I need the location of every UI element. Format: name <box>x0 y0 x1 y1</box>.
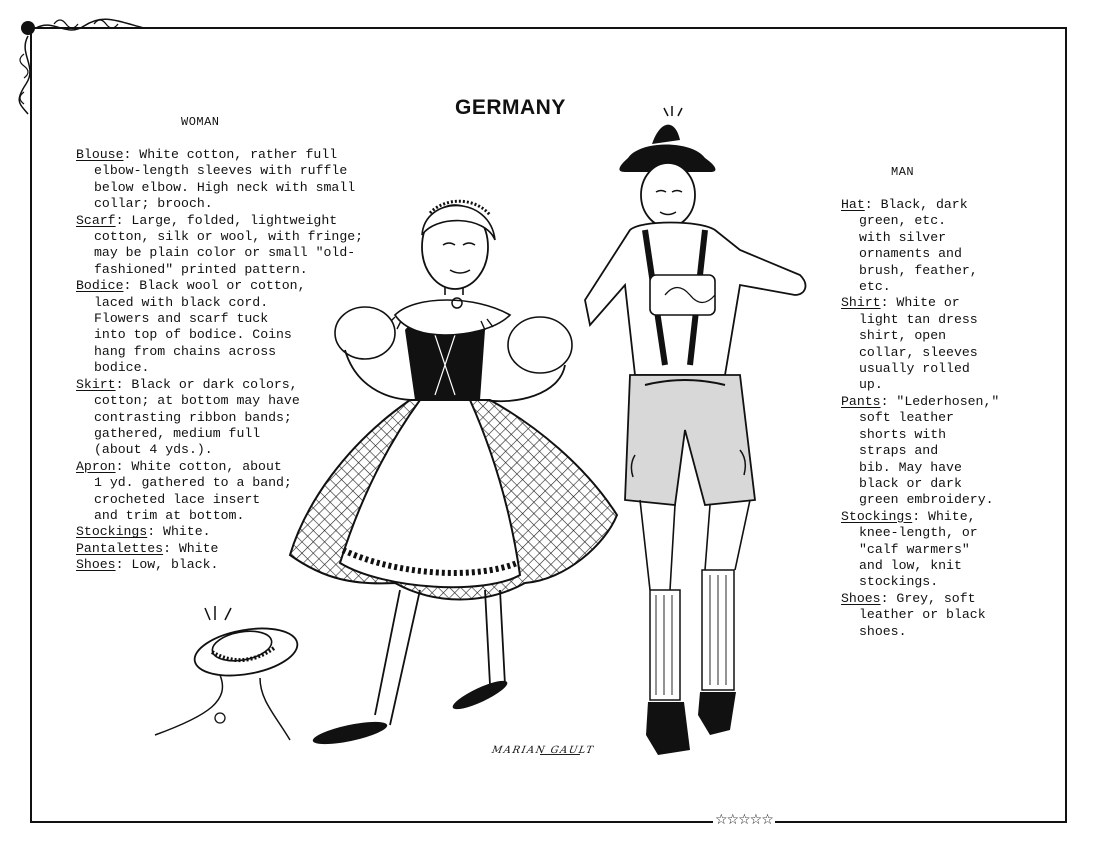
item-term: Scarf <box>76 212 116 228</box>
item-continuation-line: cotton; at bottom may have <box>94 393 300 409</box>
item-text: : Black wool or cotton, <box>123 278 306 294</box>
item-continuation-line: usually rolled <box>859 361 970 377</box>
item-continuation-line: soft leather <box>859 410 954 426</box>
item-continuation-line: gathered, medium full <box>94 425 261 441</box>
item-text: : White. <box>147 524 211 540</box>
item-term: Blouse <box>76 147 124 162</box>
woman-heading: WOMAN <box>181 115 220 129</box>
item-first-line <box>76 147 363 163</box>
item-term: Stockings <box>76 524 148 540</box>
item-first-line <box>841 394 999 410</box>
man-costume-description <box>841 197 999 640</box>
artist-signature: MARIAN GAULT <box>491 745 596 756</box>
item-text: : White <box>163 540 219 556</box>
item-continuation-line: and trim at bottom. <box>94 507 245 523</box>
signature-underline <box>540 754 580 755</box>
item-continuation-line: "calf warmers" <box>859 541 970 557</box>
item-text: : Black or dark colors, <box>115 376 298 392</box>
item-text: : Grey, soft <box>880 590 976 606</box>
man-item-pants <box>841 394 999 509</box>
item-continuation-line: stockings. <box>859 574 939 590</box>
item-continuation-line: cotton, silk or wool, with fringe; <box>94 229 364 245</box>
item-term: Pantalettes <box>76 540 164 556</box>
item-continuation-line: hang from chains across <box>94 343 277 359</box>
item-continuation-line: black or dark <box>859 475 962 491</box>
item-first-line <box>841 509 999 525</box>
item-term: Pants <box>841 393 881 409</box>
item-continuation-line: green, etc. <box>859 213 947 229</box>
item-continuation-line: ornaments and <box>859 246 962 262</box>
item-continuation-line: shorts with <box>859 426 947 442</box>
item-continuation-line: and low, knit <box>859 557 962 573</box>
item-continuation-line: with silver <box>859 229 947 245</box>
woman-dancer-illustration <box>285 185 625 755</box>
woman-hat-back-view-illustration <box>150 600 310 745</box>
item-term: Skirt <box>76 376 116 392</box>
item-continuation-line: collar, sleeves <box>859 344 978 360</box>
corner-ornament <box>14 14 154 124</box>
man-item-shirt <box>841 295 999 393</box>
item-continuation-line: bodice. <box>94 360 150 376</box>
item-continuation-line: crocheted lace insert <box>94 491 261 507</box>
item-continuation-line: collar; brooch. <box>94 196 213 212</box>
item-term: Stockings <box>841 508 913 524</box>
item-continuation-line: shirt, open <box>859 328 947 344</box>
item-first-line <box>841 295 999 311</box>
item-term: Bodice <box>76 278 124 294</box>
item-continuation-line: (about 4 yds.). <box>94 442 213 458</box>
item-continuation-line: up. <box>859 377 883 393</box>
page-title: GERMANY <box>455 96 566 119</box>
item-continuation-line: knee-length, or <box>859 525 978 541</box>
man-item-shoes <box>841 591 999 640</box>
item-continuation-line: into top of bodice. Coins <box>94 327 292 343</box>
item-text: : Large, folded, lightweight <box>115 212 338 228</box>
item-continuation-line: contrasting ribbon bands; <box>94 409 292 425</box>
item-continuation-line: light tan dress <box>859 311 978 327</box>
item-text: : White cotton, rather full <box>123 147 338 162</box>
item-continuation-line: etc. <box>859 279 891 295</box>
man-item-hat <box>841 197 999 295</box>
footer-star-ornament: ☆☆☆☆☆ <box>715 812 773 828</box>
item-continuation-line: laced with black cord. <box>94 294 269 310</box>
item-text: : "Lederhosen," <box>880 393 1000 409</box>
item-text: : Black, dark <box>864 197 968 212</box>
item-continuation-line: straps and <box>859 443 939 459</box>
item-term: Shoes <box>76 557 116 573</box>
man-heading: MAN <box>891 165 915 179</box>
item-continuation-line: fashioned" printed pattern. <box>94 261 308 277</box>
item-first-line <box>841 591 999 607</box>
item-continuation-line: shoes. <box>859 623 907 639</box>
item-text: : White cotton, about <box>115 458 282 474</box>
item-term: Apron <box>76 458 116 474</box>
man-dancer-illustration <box>580 110 820 760</box>
item-text: : White or <box>880 295 960 311</box>
item-continuation-line: below elbow. High neck with small <box>94 179 356 195</box>
item-text: : White, <box>912 508 976 524</box>
item-term: Shirt <box>841 295 881 311</box>
item-continuation-line: bib. May have <box>859 459 962 475</box>
item-continuation-line: 1 yd. gathered to a band; <box>94 475 292 491</box>
item-continuation-line: elbow-length sleeves with ruffle <box>94 163 348 179</box>
item-term: Shoes <box>841 590 881 606</box>
item-term: Hat <box>841 197 865 212</box>
item-continuation-line: may be plain color or small "old- <box>94 245 356 261</box>
item-continuation-line: leather or black <box>859 607 986 623</box>
item-text: : Low, black. <box>115 557 219 573</box>
item-first-line <box>841 197 999 213</box>
man-item-stockings <box>841 509 999 591</box>
item-continuation-line: brush, feather, <box>859 262 978 278</box>
item-continuation-line: Flowers and scarf tuck <box>94 311 269 327</box>
item-continuation-line: green embroidery. <box>859 492 994 508</box>
